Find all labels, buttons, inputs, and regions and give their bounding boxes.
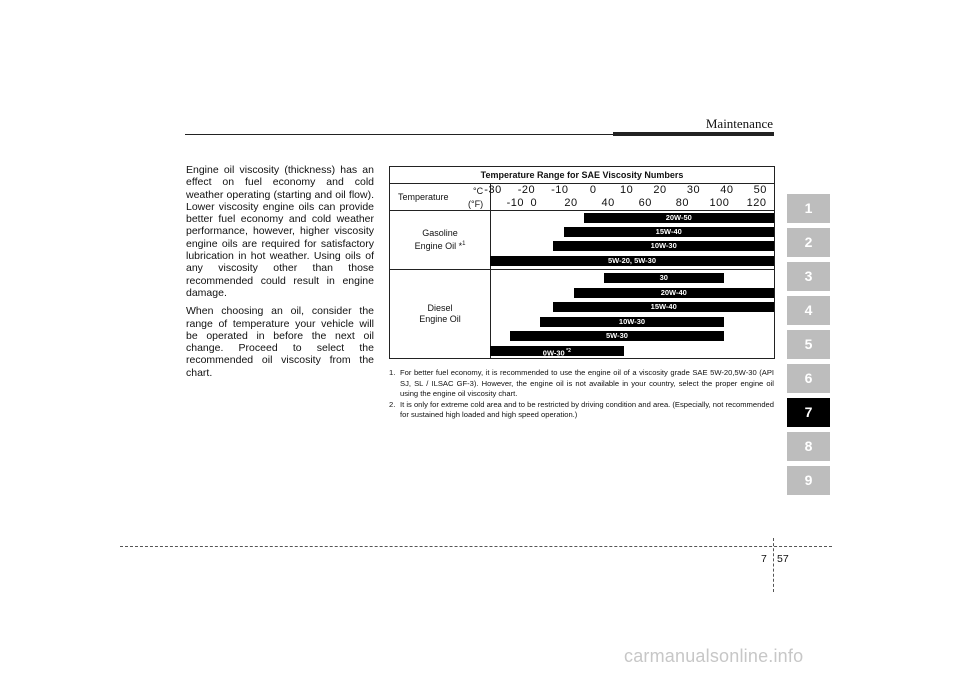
chapter-tab-2[interactable]: 2 — [787, 228, 830, 257]
celsius-tick-label: 30 — [686, 184, 701, 196]
celsius-tick-label: 20 — [653, 184, 667, 196]
watermark: carmanualsonline.info — [624, 646, 804, 666]
viscosity-bar-label: 15W-40 — [650, 302, 677, 311]
chapter-tab-5[interactable]: 5 — [787, 330, 830, 359]
fahrenheit-tick-label: 40 — [601, 197, 615, 209]
viscosity-bar-label: 15W-40 — [655, 227, 682, 236]
footnote-1 — [389, 368, 774, 400]
fahrenheit-tick-label: 60 — [638, 197, 652, 209]
viscosity-bar-label: 10W-30 — [618, 317, 646, 326]
header-rule-accent — [613, 132, 774, 136]
fahrenheit-tick-label: 0 — [530, 197, 538, 209]
celsius-tick-label: 50 — [753, 184, 767, 196]
chapter-tabs — [787, 194, 830, 500]
fahrenheit-tick-label: 20 — [564, 197, 578, 209]
viscosity-bar-label: 10W-30 — [650, 241, 677, 250]
celsius-tick-label: -30 — [484, 184, 502, 196]
gasoline-label-line1: Gasoline — [422, 228, 458, 238]
gasoline-label-line2: Engine Oil * — [414, 241, 463, 251]
viscosity-bar — [553, 241, 774, 251]
footnote-2 — [389, 400, 774, 421]
chart-group-divider — [390, 269, 774, 270]
viscosity-bar — [490, 346, 624, 356]
viscosity-bar-label: 30 — [659, 273, 668, 282]
fahrenheit-tick-label: 120 — [746, 197, 767, 209]
viscosity-bar — [553, 302, 774, 312]
chapter-tab-6[interactable]: 6 — [787, 364, 830, 393]
celsius-tick-label: 0 — [589, 184, 597, 196]
viscosity-bar-footnote-mark: *2 — [564, 348, 571, 354]
footer-rule — [120, 546, 832, 547]
chapter-tab-4[interactable]: 4 — [787, 296, 830, 325]
footnote-number: 1. — [389, 368, 396, 377]
gasoline-label-footnote-mark: 1 — [462, 241, 466, 247]
temperature-label: Temperature — [398, 192, 449, 202]
footnote-text: For better fuel economy, it is recommended to use the engine oil of a viscosity grade SAE 5W-20,5W-30 (API SJ, SL / ILSAC GF-3). However, the engine oil is not available in your country, select the proper engine oil using the engine oil viscosity chart. — [400, 368, 774, 398]
viscosity-bar — [564, 227, 774, 237]
fahrenheit-unit: (°F) — [468, 199, 484, 209]
body-paragraph-2: When choosing an oil, consider the range of temperature your vehicle will be operated in before the next oil change. Proceed to select the recommended oil viscosity from the chart. — [186, 305, 374, 379]
body-text — [186, 164, 374, 385]
chart-column-divider — [490, 184, 491, 359]
body-paragraph-1: Engine oil viscosity (thickness) has an effect on fuel economy and cold weather operating (starting and oil flow). Lower viscosity engine oils can provide better fuel economy and cold weather performance, however, higher viscosity engine oils are required for satisfactory lubrication in hot weather. Using oils of any viscosity other than those recommended could result in engine damage. — [186, 164, 374, 299]
viscosity-bar-label: 0W-30 — [542, 348, 565, 358]
fahrenheit-tick-label: 80 — [675, 197, 689, 209]
celsius-unit: °C — [473, 186, 484, 196]
celsius-tick-label: 10 — [620, 184, 634, 196]
viscosity-bar-label: 5W-30 — [605, 331, 628, 340]
viscosity-chart — [389, 166, 775, 359]
viscosity-bar-label: 5W-20, 5W-30 — [607, 256, 657, 265]
gasoline-engine-oil-label — [390, 228, 490, 252]
page-number: 57 — [777, 553, 789, 565]
footer-divider — [773, 538, 774, 592]
page-chapter-number: 7 — [761, 553, 767, 565]
chapter-tab-1[interactable]: 1 — [787, 194, 830, 223]
diesel-label-line1: Diesel — [427, 303, 453, 313]
chart-header-divider — [390, 210, 774, 211]
chapter-tab-9[interactable]: 9 — [787, 466, 830, 495]
celsius-tick-label: -10 — [551, 184, 569, 196]
footnote-number: 2. — [389, 399, 396, 409]
viscosity-bar — [510, 331, 724, 341]
chart-title: Temperature Range for SAE Viscosity Numbers — [390, 167, 774, 184]
celsius-tick-label: -20 — [517, 184, 536, 196]
viscosity-bar-label: 20W-40 — [660, 288, 687, 297]
fahrenheit-tick-label: -10 — [506, 197, 524, 209]
chapter-tab-3[interactable]: 3 — [787, 262, 830, 291]
page-header-title: Maintenance — [705, 116, 773, 131]
celsius-tick-label: 40 — [720, 184, 734, 196]
chapter-tab-8[interactable]: 8 — [787, 432, 830, 461]
diesel-label-line2: Engine Oil — [419, 314, 461, 324]
chapter-tab-7[interactable]: 7 — [787, 398, 830, 427]
header-rule — [185, 134, 613, 135]
footnotes — [389, 368, 774, 421]
viscosity-bar-label: 20W-50 — [665, 213, 692, 222]
viscosity-bar — [604, 273, 724, 283]
viscosity-bar — [490, 256, 774, 266]
viscosity-bar — [540, 317, 724, 327]
footnote-text: It is only for extreme cold area and to be restricted by driving condition and area. (Especially, not recommended for sustained high loaded and high speed operation.) — [400, 399, 774, 419]
viscosity-bar — [574, 288, 774, 298]
fahrenheit-tick-label: 100 — [709, 197, 730, 209]
diesel-engine-oil-label — [390, 303, 490, 325]
viscosity-bar — [584, 213, 774, 223]
